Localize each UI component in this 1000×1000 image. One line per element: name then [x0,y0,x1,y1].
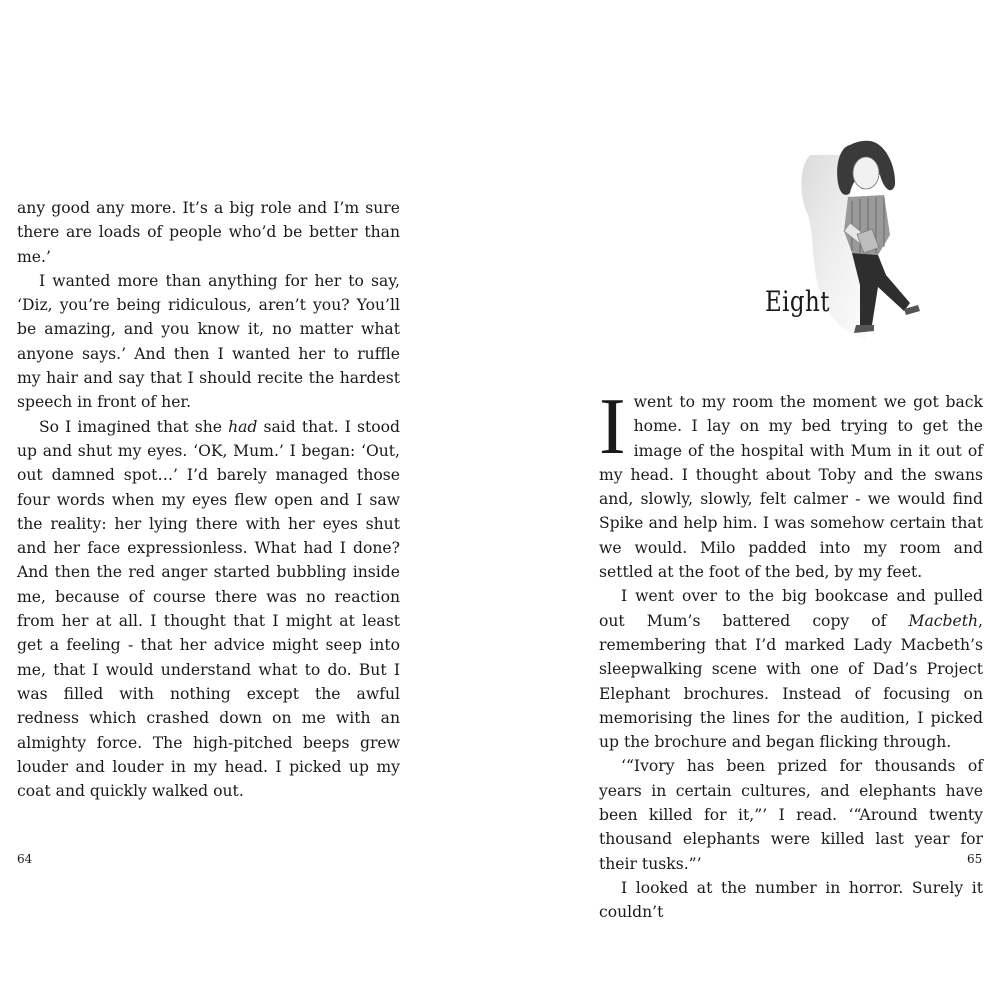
girl-illustration [780,135,980,365]
paragraph [599,584,983,754]
page-number: 65 [967,852,983,866]
paragraph: ‘“Ivory has been prized for thousands of years in certain cultures, and elephants have been killed for it,”’ I read. ‘“Around twenty thousand elephants were killed last year for their tusks.”’ [599,757,983,873]
paragraph [17,415,400,804]
paragraph-text: went to my room the moment we got back home. I lay on my bed trying to get the image of the hospital with Mum in it out of my head. I thought about Toby and the swans and, slowly, slowly, felt calmer - we would find Spike and help him. I was somehow certain that we would. Milo padded into my room and settled at the foot of the bed, by my feet. [599,393,983,582]
drop-cap: I [599,383,626,471]
paragraph: any good any more. It’s a big role and I’m sure there are loads of people who’d be better than me.’ [17,199,400,266]
right-page [500,0,1000,1000]
left-page-text [17,196,400,803]
chapter-title: Eight [765,285,830,318]
emphasis-text: had [228,417,258,436]
right-page-text [599,383,983,925]
paragraph-text: said that. I stood up and shut my eyes. ‘OK, Mum.’ I began: ‘Out, out damned spot…’ I’d barely managed those four words when my eyes flew open and I saw the reality: her lying there with her eyes shut and her face expressionless. What had I done? And then the red anger started bubbling inside me, because of course there was no reaction from her at all. I thought that I might at least get a feeling - that her advice might seep into me, that I would understand what to do. But I was filled with nothing except the awful redness which crashed down on me with an almighty force. The high-pitched beeps grew louder and louder in my head. I picked up my coat and quickly walked out. [17,417,400,801]
emphasis-text: Macbeth [908,611,979,630]
paragraph-text: So I imagined that she [39,417,229,436]
paragraph-text: , remembering that I’d marked Lady Macbeth’s sleepwalking scene with one of Dad’s Project Elephant brochures. Instead of focusing on memorising the lines for the audition, I picked up the brochure and began flicking through. [599,611,983,752]
paragraph: I looked at the number in horror. Surely it couldn’t [599,878,983,922]
paragraph [599,383,983,584]
page-number: 64 [17,852,33,866]
paragraph-text: I went over to the big bookcase and pulled out Mum’s battered copy of [599,587,983,630]
paragraph: I wanted more than anything for her to say, ‘Diz, you’re being ridiculous, aren’t you? You’ll be amazing, and you know it, no matter what anyone says.’ And then I wanted her to ruffle my hair and say that I should recite the hardest speech in front of her. [17,271,400,412]
